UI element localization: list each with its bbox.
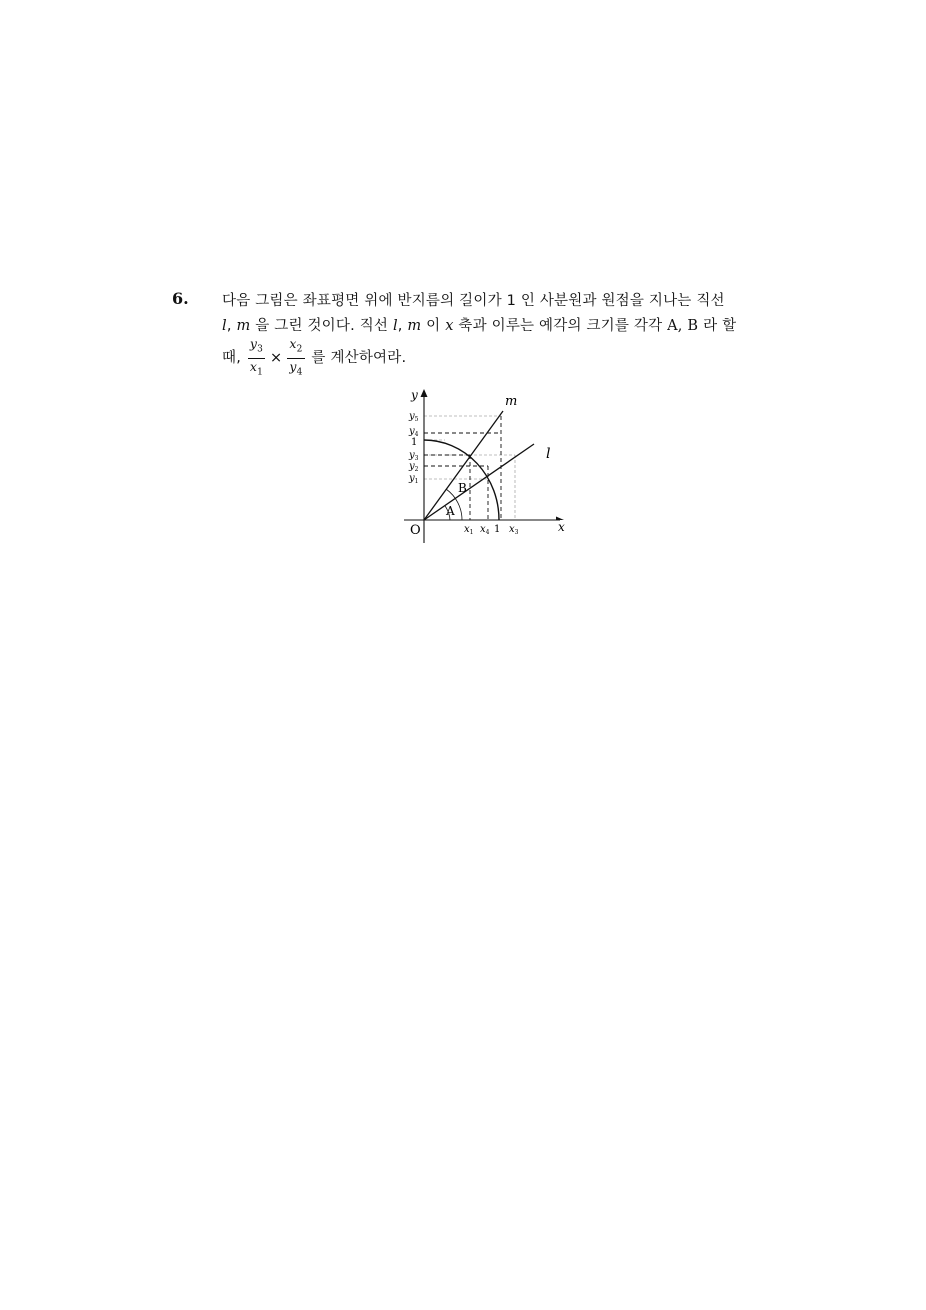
- text-segment: 이: [421, 318, 446, 334]
- y-tick-label: $y_5$: [409, 411, 419, 423]
- var-l: l: [392, 318, 398, 334]
- y-axis-arrow-icon: [421, 389, 428, 397]
- line-l-label: l: [546, 446, 551, 462]
- line-m-label: m: [505, 394, 518, 409]
- angle-A-label: A: [446, 504, 455, 518]
- quarter-circle-figure: [398, 385, 578, 550]
- y-tick-label: $y_4$: [409, 426, 419, 438]
- fraction-numerator: $y_3$: [248, 336, 265, 359]
- fraction-denominator: $x_1$: [249, 358, 264, 377]
- angle-names: A, B: [667, 318, 699, 334]
- question-number: 6.: [172, 289, 189, 308]
- problem-line-2: [222, 314, 736, 335]
- problem-line-1: 다음 그림은 좌표평면 위에 반지름의 길이가 1 인 사분원과 원점을 지나는 직선: [222, 293, 725, 309]
- text-segment: 때,: [222, 350, 242, 366]
- text-segment: 를 계산하여라.: [311, 350, 407, 366]
- problem-line-3: [222, 336, 406, 380]
- comma: ,: [397, 318, 403, 334]
- var-m: m: [407, 318, 422, 334]
- fraction-x2-over-y4: [287, 336, 304, 380]
- x-tick-labels: [464, 524, 519, 536]
- fraction-numerator: $x_2$: [287, 336, 304, 359]
- origin-label: O: [410, 523, 421, 538]
- x-axis-label: x: [558, 520, 565, 534]
- y-tick-label: $y_1$: [409, 473, 419, 485]
- text-segment: 축과 이루는 예각의 크기를 각각: [453, 318, 668, 334]
- fraction-y3-over-x1: [248, 336, 265, 380]
- text-segment: 라 할: [698, 318, 737, 334]
- x-tick-label: 1: [494, 524, 501, 535]
- y-tick-label: $y_2$: [409, 461, 419, 473]
- var-m: m: [236, 318, 251, 334]
- x-tick-label: $x_3$: [509, 524, 519, 536]
- x-tick-label: $x_4$: [480, 524, 490, 536]
- y-tick-label: $y_3$: [409, 450, 419, 462]
- line-m: [424, 411, 503, 520]
- var-x: x: [445, 318, 454, 334]
- y-tick-labels: [408, 411, 419, 485]
- y-tick-label: 1: [411, 437, 418, 448]
- text-segment: 을 그린 것이다. 직선: [250, 318, 393, 334]
- y-axis-label: y: [411, 388, 418, 402]
- x-tick-label: $x_1$: [464, 524, 474, 536]
- fraction-denominator: $y_4$: [289, 358, 303, 377]
- angle-B-label: B: [458, 481, 467, 495]
- times-sign: ×: [270, 350, 283, 366]
- comma: ,: [226, 318, 232, 334]
- var-l: l: [222, 318, 227, 334]
